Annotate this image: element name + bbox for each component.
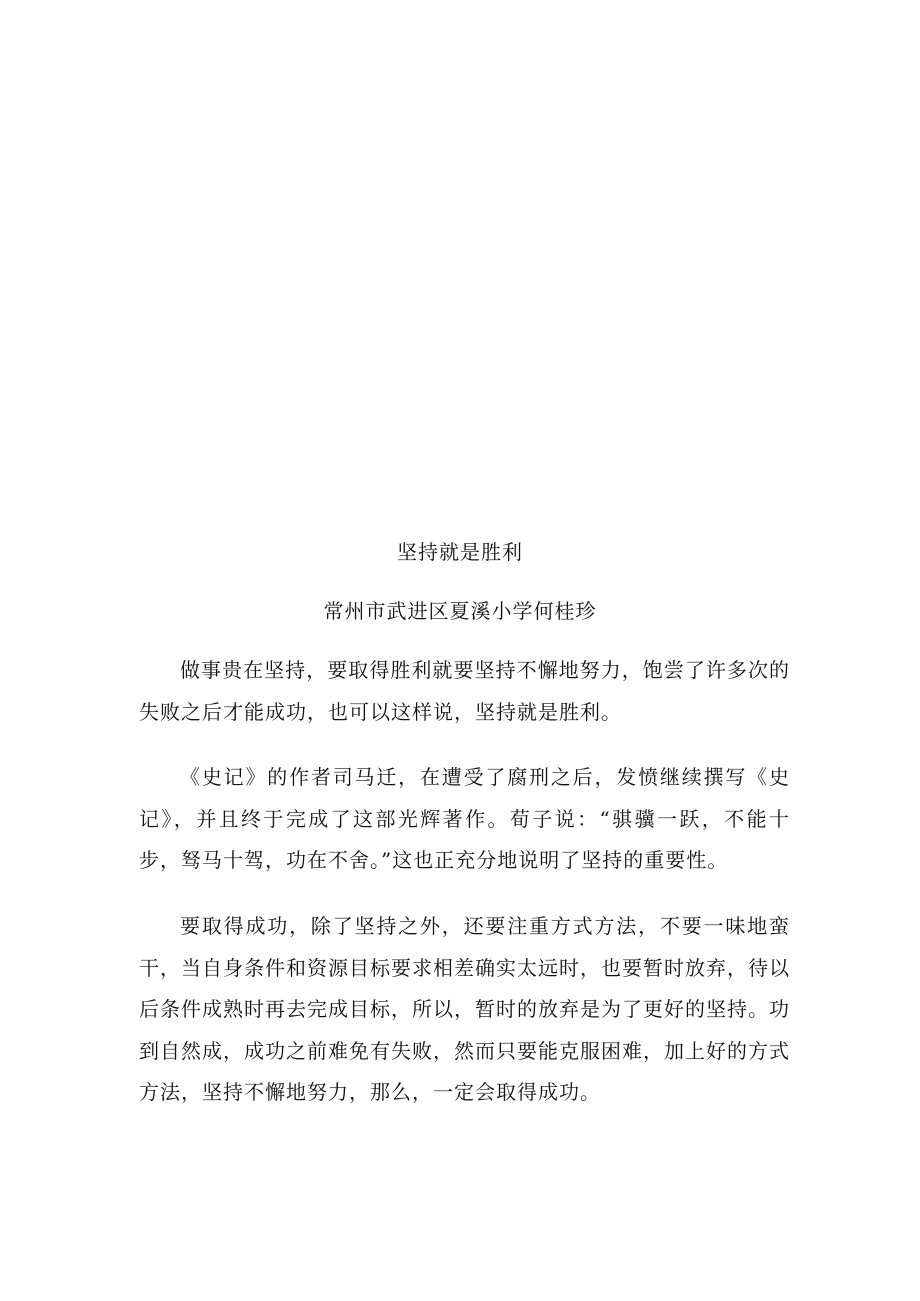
document-author: 常州市武进区夏溪小学何桂珍 — [323, 599, 597, 623]
paragraph-1: 做事贵在坚持，要取得胜利就要坚持不懈地努力，饱尝了许多次的失败之后才能成功，也可以这样说，坚持就是胜利。 — [139, 658, 790, 724]
document-title: 坚持就是胜利 — [397, 540, 523, 564]
paragraph-3: 要取得成功，除了坚持之外，还要注重方式方法，不要一味地蛮干，当自身条件和资源目标要求相差确实太远时，也要暂时放弃，待以后条件成熟时再去完成目标，所以，暂时的放弃是为了更好的坚持。功到自然成，成功之前难免有失败，然而只要能克服困难，加上好的方式方法，坚持不懈地努力，那么，一定会取得成功。 — [139, 914, 790, 1104]
paragraph-2: 《史记》的作者司马迁，在遭受了腐刑之后，发愤继续撰写《史记》，并且终于完成了这部光辉著作。荀子说：“骐骥一跃，不能十步，驽马十驾，功在不舍。”这也正充分地说明了坚持的重要性。 — [139, 765, 790, 872]
